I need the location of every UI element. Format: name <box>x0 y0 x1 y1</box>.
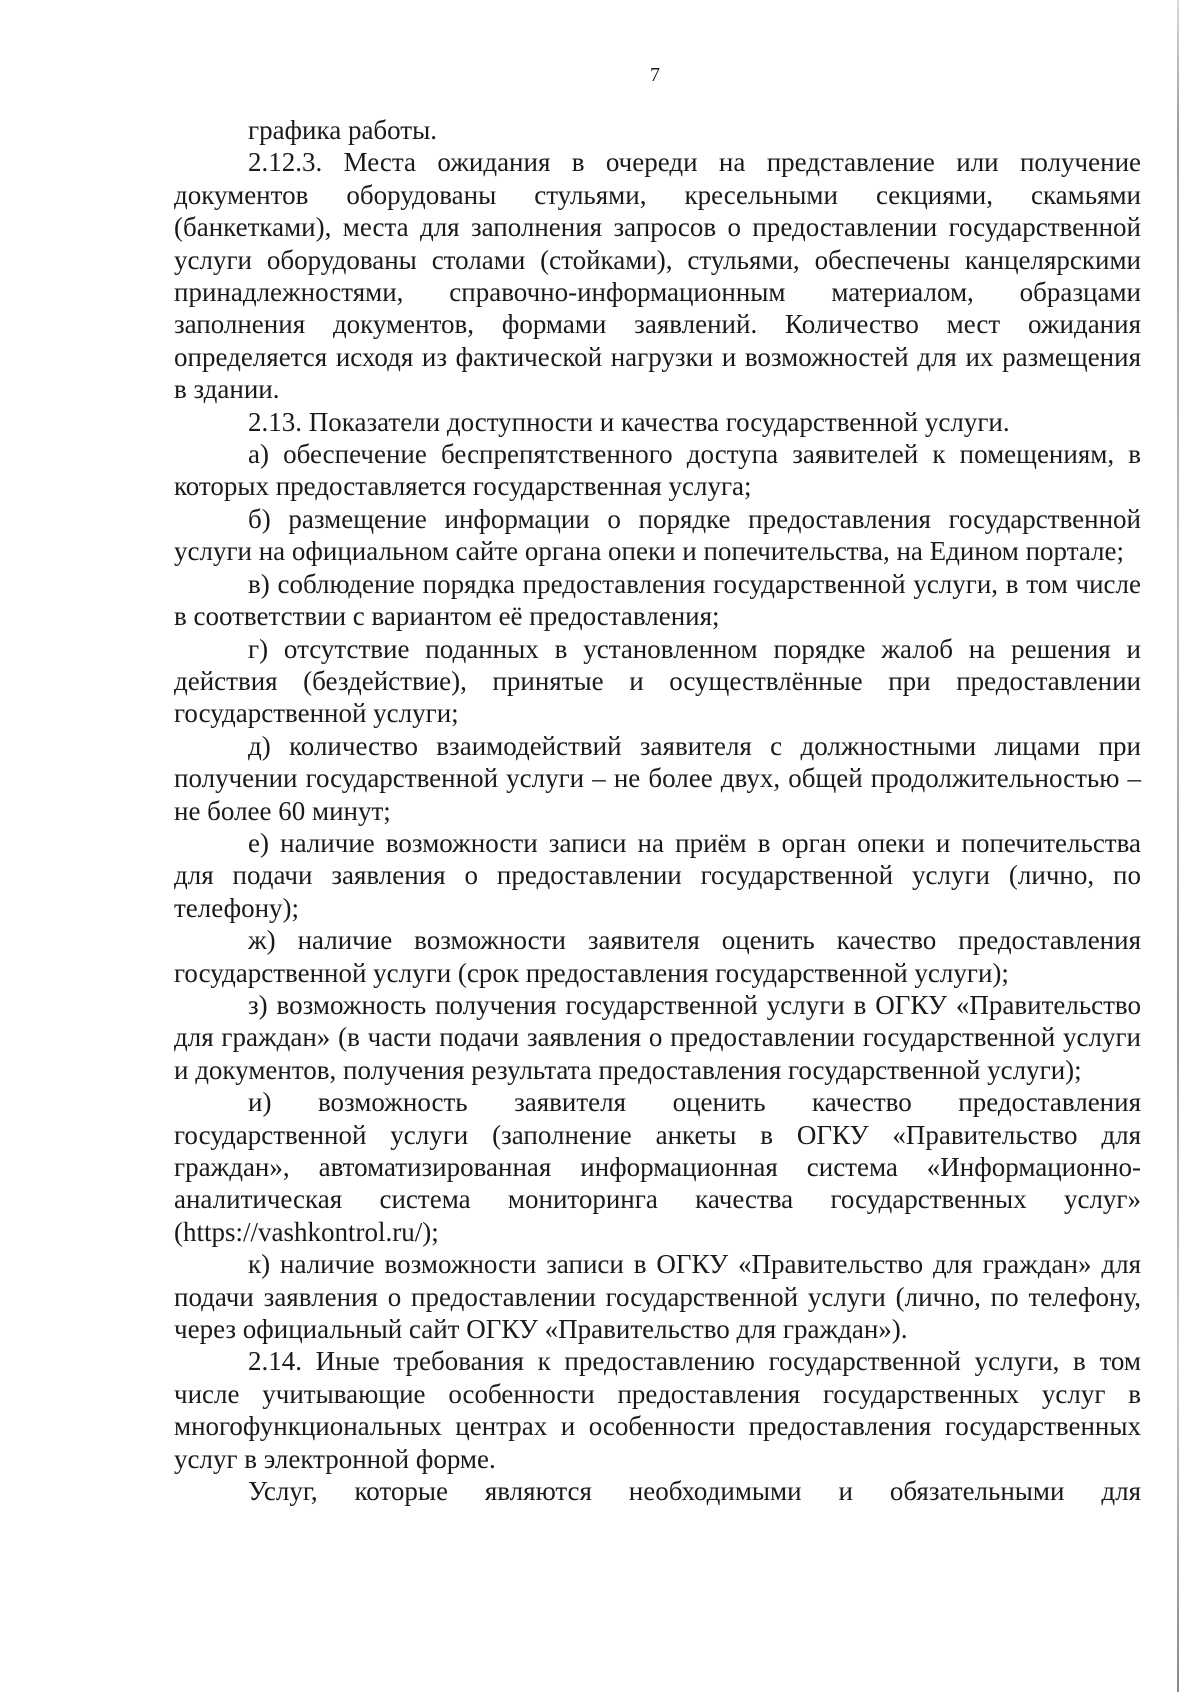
list-item-b: б) размещение информации о порядке предоставления государственной услуги на официальном сайте органа опеки и попечительства, на Едином портале; <box>174 503 1141 567</box>
list-item-zh: ж) наличие возможности заявителя оценить качество предоставления государственной услуги (срок предоставления государственной услуги); <box>174 925 1141 988</box>
paragraph-2-14: 2.14. Иные требования к предоставлению государственной услуги, в том числе учитывающие особенности предоставления государственных услуг в многофункциональных центрах и особенности предоставления государственных услуг в электронной форме. <box>174 1346 1141 1474</box>
list-item-z: з) возможность получения государственной услуги в ОГКУ «Правительство для граждан» (в части подачи заявления о предоставлении государственной услуги и документов, получения результата предоставления государственной услуги); <box>174 989 1141 1085</box>
scan-edge-shadow <box>1177 0 1179 1692</box>
list-item-k: к) наличие возможности записи в ОГКУ «Правительство для граждан» для подачи заявления о предоставлении государственной услуги (лично, по телефону, через официальный сайт ОГКУ «Правительство для граждан»). <box>174 1249 1141 1345</box>
list-item-e: е) наличие возможности записи на приём в орган опеки и попечительства для подачи заявления о предоставлении государственной услуги (лично, по телефону); <box>174 827 1141 923</box>
paragraph-schedule-end: графика работы. <box>248 115 437 145</box>
list-item-g: г) отсутствие поданных в установленном порядке жалоб на решения и действия (бездействие), принятые и осуществлённые при предоставлении государственной услуги; <box>174 633 1141 729</box>
document-body <box>174 114 1141 1507</box>
paragraph-2-13: 2.13. Показатели доступности и качества государственной услуги. <box>248 406 1010 437</box>
list-item-v: в) соблюдение порядка предоставления государственной услуги, в том числе в соответствии с вариантом её предоставления; <box>174 568 1141 632</box>
list-item-i: и) возможность заявителя оценить качество предоставления государственной услуги (заполнение анкеты в ОГКУ «Правительство для граждан», автоматизированная информационная система «Информационно-аналитическая система мониторинга качества государственных услуг» (https://vashkontrol.ru/); <box>174 1087 1141 1247</box>
paragraph-2-12-3: 2.12.3. Места ожидания в очереди на представление или получение документов оборудованы стульями, кресельными секциями, скамьями (банкетками), места для заполнения запросов о предоставлении государственной услуги оборудованы столами (стойками), стульями, обеспечены канцелярскими принадлежностями, справочно-информационным материалом, образцами заполнения документов, формами заявлений. Количество мест ожидания определяется исходя из фактической нагрузки и возможностей для их размещения в здании. <box>174 147 1141 405</box>
page-number: 7 <box>650 64 660 86</box>
list-item-a: а) обеспечение беспрепятственного доступа заявителей к помещениям, в которых предоставляется государственная услуга; <box>174 439 1141 502</box>
paragraph-services-continued: Услуг, которые являются необходимыми и обязательными для <box>248 1476 1141 1507</box>
list-item-d: д) количество взаимодействий заявителя с должностными лицами при получении государственной услуги – не более двух, общей продолжительностью – не более 60 минут; <box>174 730 1141 826</box>
